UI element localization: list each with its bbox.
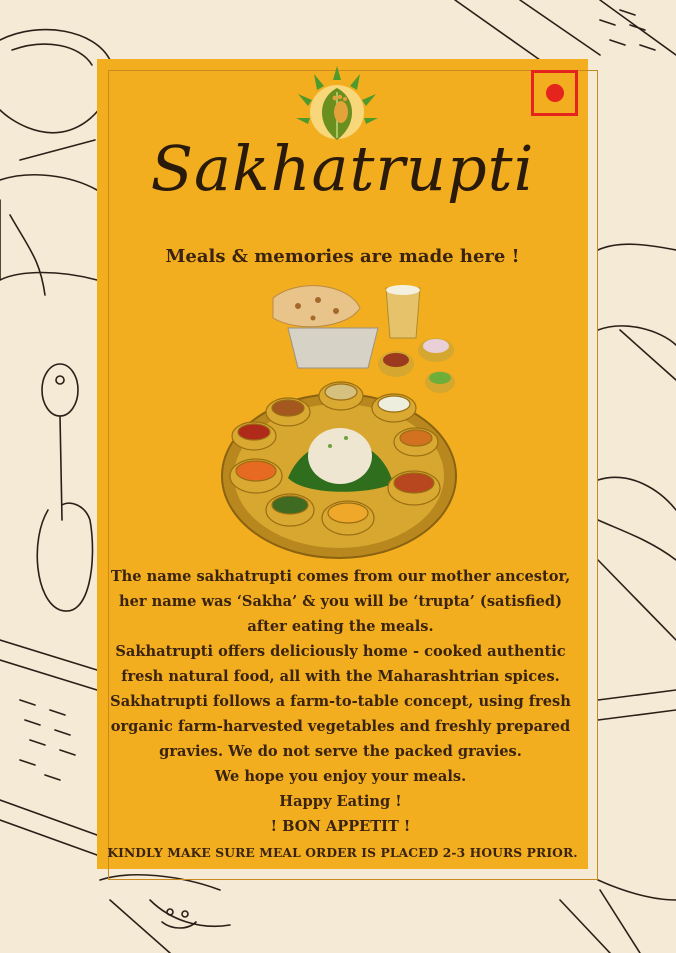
about-line: ! BON APPETIT ! <box>270 818 411 835</box>
about-line: gravies. We do not serve the packed gravies. <box>159 743 522 760</box>
veg-indicator-icon <box>531 70 578 116</box>
about-line: her name was ‘Sakha’ & you will be ‘trupta’ (satisfied) <box>118 593 563 610</box>
about-line: Sakhatrupti follows a farm-to-table concept, using fresh <box>110 693 571 710</box>
thali-plate-illustration <box>218 278 460 560</box>
order-notice: KINDLY MAKE SURE MEAL ORDER IS PLACED 2-3 HOURS PRIOR. <box>107 845 578 860</box>
about-line: Happy Eating ! <box>279 793 402 810</box>
about-line: after eating the meals. <box>247 618 434 635</box>
about-line: fresh natural food, all with the Maharashtrian spices. <box>121 668 560 685</box>
about-line: The name sakhatrupti comes from our mother ancestor, <box>110 568 571 585</box>
about-text <box>108 564 573 839</box>
brand-title: Sakhatrupti <box>150 132 535 205</box>
veg-dot <box>546 84 564 102</box>
about-line: organic farm-harvested vegetables and freshly prepared <box>110 718 571 735</box>
about-line: We hope you enjoy your meals. <box>214 768 467 785</box>
brand-tagline: Meals & memories are made here ! <box>165 246 520 267</box>
about-line: Sakhatrupti offers deliciously home - cooked authentic <box>115 643 566 660</box>
